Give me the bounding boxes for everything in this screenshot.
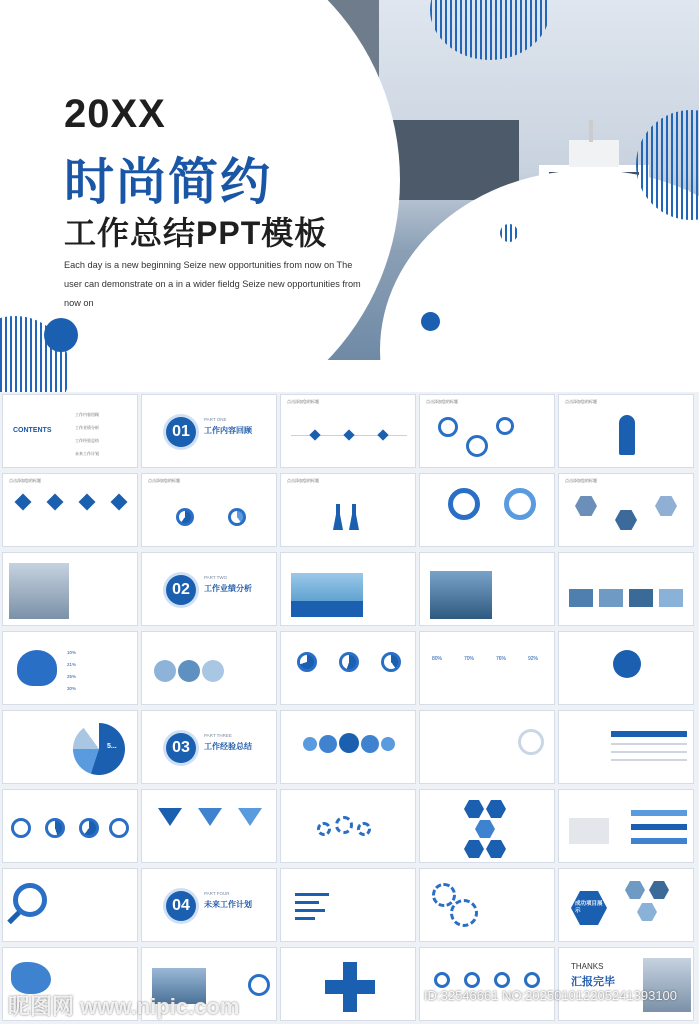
gear-icon	[317, 822, 331, 836]
hexagon-photo	[625, 881, 645, 899]
slide-gears[interactable]	[280, 789, 416, 863]
blue-dot-small	[421, 312, 440, 331]
year-title: 20XX	[64, 92, 166, 136]
section-number: 03	[166, 733, 196, 763]
pie-chart	[109, 818, 129, 838]
ring-chart	[438, 417, 458, 437]
table-row	[611, 743, 687, 745]
center-circle	[613, 650, 641, 678]
watermark-id: ID:32546661 NO:20250101220524139310​0	[424, 988, 678, 1003]
slide-header: 点击添加您的标题	[287, 399, 319, 404]
bar	[295, 893, 329, 896]
tree-icon	[17, 650, 57, 686]
donut-chart	[448, 488, 480, 520]
slide-sea[interactable]	[419, 552, 555, 626]
section-number: 04	[166, 891, 196, 921]
bar	[295, 901, 319, 904]
slide-pies[interactable]	[141, 473, 277, 547]
slide-hexagons[interactable]	[558, 473, 694, 547]
thanks-label: THANKS	[571, 962, 604, 971]
contents-label: CONTENTS	[13, 427, 52, 434]
slide-header: 点击添加您的标题	[148, 478, 180, 483]
contents-item-4: 未来工作计划	[75, 451, 99, 456]
circle-photo	[154, 660, 176, 682]
photo-thumb	[629, 589, 653, 607]
ring-chart	[496, 417, 514, 435]
slide-three-pies[interactable]	[280, 631, 416, 705]
section-part: PART TWO	[204, 575, 228, 580]
gear-icon	[450, 899, 478, 927]
success-label: 成功项目展示	[575, 901, 603, 914]
slide-photo-ship[interactable]	[2, 552, 138, 626]
slide-donuts[interactable]	[419, 473, 555, 547]
diamond-marker	[377, 429, 388, 440]
slide-bubbles[interactable]	[280, 710, 416, 784]
hexagon-photo	[637, 903, 657, 921]
slide-big-pie[interactable]	[2, 710, 138, 784]
watermark	[0, 984, 699, 1024]
funnel-icon	[158, 808, 182, 826]
funnel-icon	[198, 808, 222, 826]
section-title: 未来工作计划	[204, 900, 252, 909]
slide-bulb[interactable]	[558, 394, 694, 468]
hexagon-photo	[655, 496, 677, 516]
pct-value: 80%	[432, 656, 443, 662]
slide-header: 点击添加您的标题	[426, 399, 458, 404]
ring-chart	[466, 435, 488, 457]
bulb-icon	[619, 415, 635, 455]
slide-diamonds[interactable]	[2, 473, 138, 547]
circle-photo	[202, 660, 224, 682]
ship-photo-thumb	[9, 563, 69, 619]
slide-header: 点击添加您的标题	[9, 478, 41, 483]
magnifier-handle	[7, 911, 20, 924]
meeting-illustration	[569, 818, 609, 844]
slide-center-circle[interactable]	[558, 631, 694, 705]
pie-chart	[11, 818, 31, 838]
bubble	[361, 735, 379, 753]
section-title: 工作经验总结	[204, 742, 252, 751]
main-title: 时尚简约	[64, 154, 272, 210]
slide-flasks[interactable]	[280, 473, 416, 547]
people-row	[631, 810, 687, 816]
slide-header: 点击添加您的标题	[565, 478, 597, 483]
bubble	[319, 735, 337, 753]
hexagon	[464, 840, 484, 858]
slide-magnifier[interactable]	[2, 868, 138, 942]
funnel-icon	[238, 808, 262, 826]
diamond-marker	[343, 429, 354, 440]
hexagon-photo	[649, 881, 669, 899]
pct-value: 76%	[496, 656, 507, 662]
contents-item-3: 工作经验总结	[75, 438, 99, 443]
diamond-icon	[79, 494, 96, 511]
photo-thumb	[569, 589, 593, 607]
bar	[295, 917, 315, 920]
slide-tree[interactable]	[2, 631, 138, 705]
people-row	[631, 824, 687, 830]
report-done-label: 汇报完毕	[571, 976, 615, 988]
slide-four-pies[interactable]	[2, 789, 138, 863]
flask-icon	[333, 504, 343, 530]
slide-thumbnail-grid	[0, 392, 699, 1024]
table-row	[611, 759, 687, 761]
donut-chart	[504, 488, 536, 520]
watermark-site: 昵图网 www.nipic.com	[8, 994, 240, 1019]
slide-contents[interactable]	[2, 394, 138, 468]
beach-photo	[291, 573, 363, 601]
slide-bar-chart[interactable]	[280, 868, 416, 942]
pie-label: 5...	[107, 743, 117, 750]
hexagon	[464, 800, 484, 818]
slide-section-04[interactable]	[141, 868, 277, 942]
pie-chart	[381, 652, 401, 672]
hexagon-photo	[615, 510, 637, 530]
slide-people[interactable]	[558, 789, 694, 863]
slide-section-02[interactable]	[141, 552, 277, 626]
striped-dot-small	[500, 224, 518, 242]
slide-section-01[interactable]	[141, 394, 277, 468]
pct-value: 92%	[528, 656, 539, 662]
bubble	[339, 733, 359, 753]
bubble	[381, 737, 395, 751]
table-header	[611, 731, 687, 737]
section-title: 工作内容回顾	[204, 426, 252, 435]
slide-rings[interactable]	[419, 394, 555, 468]
slide-funnels[interactable]	[141, 789, 277, 863]
hexagon-photo	[575, 496, 597, 516]
title-slide	[0, 0, 699, 392]
photo-thumb	[659, 589, 683, 607]
hexagon	[486, 800, 506, 818]
circle-photo	[178, 660, 200, 682]
pct-label: 10%	[67, 650, 77, 655]
diamond-icon	[15, 494, 32, 511]
slide-percent-rings[interactable]	[419, 631, 555, 705]
pie-chart	[79, 818, 99, 838]
slide-process[interactable]	[280, 394, 416, 468]
slide-beach[interactable]	[280, 552, 416, 626]
bar	[295, 909, 325, 912]
section-number: 01	[166, 417, 196, 447]
hexagon	[486, 840, 506, 858]
pie-chart	[73, 723, 125, 775]
slide-header: 点击添加您的标题	[287, 478, 319, 483]
diamond-icon	[111, 494, 128, 511]
slide-infographic[interactable]	[419, 710, 555, 784]
slide-success[interactable]	[558, 868, 694, 942]
section-title: 工作业绩分析	[204, 584, 252, 593]
sub-title: 工作总结PPT模板	[64, 215, 328, 251]
pct-value: 70%	[464, 656, 475, 662]
tagline: Each day is a new beginning Seize new opportunities from now on The user can demonstrate on a in a wider fieldg Seize new opportunities from now on	[64, 260, 361, 308]
contents-item-1: 工作内容回顾	[75, 412, 99, 417]
flask-icon	[349, 504, 359, 530]
section-part: PART ONE	[204, 417, 227, 422]
section-part: PART THREE	[204, 733, 232, 738]
ring-chart	[518, 729, 544, 755]
diamond-marker	[309, 429, 320, 440]
pie-chart	[176, 508, 194, 526]
bubble	[303, 737, 317, 751]
slide-photo-grid[interactable]	[558, 552, 694, 626]
slide-section-03[interactable]	[141, 710, 277, 784]
hexagon	[475, 820, 495, 838]
contents-item-2: 工作业绩分析	[75, 425, 99, 430]
slide-gear-big[interactable]	[419, 868, 555, 942]
slide-header: 点击添加您的标题	[565, 399, 597, 404]
pie-chart	[339, 652, 359, 672]
pie-chart	[297, 652, 317, 672]
sea-photo	[430, 571, 492, 619]
people-row	[631, 838, 687, 844]
section-part: PART FOUR	[204, 891, 230, 896]
caption-band	[291, 601, 363, 617]
pie-chart	[228, 508, 246, 526]
slide-circle-photos[interactable]	[141, 631, 277, 705]
diamond-icon	[47, 494, 64, 511]
gear-icon	[335, 816, 353, 834]
section-number: 02	[166, 575, 196, 605]
gear-icon	[357, 822, 371, 836]
slide-honeycomb[interactable]	[419, 789, 555, 863]
pct-label: 30%	[67, 686, 77, 691]
pct-label: 21%	[67, 662, 77, 667]
slide-table[interactable]	[558, 710, 694, 784]
blue-dot-large	[44, 318, 78, 352]
pie-chart	[45, 818, 65, 838]
pct-label: 25%	[67, 674, 77, 679]
table-row	[611, 751, 687, 753]
photo-thumb	[599, 589, 623, 607]
